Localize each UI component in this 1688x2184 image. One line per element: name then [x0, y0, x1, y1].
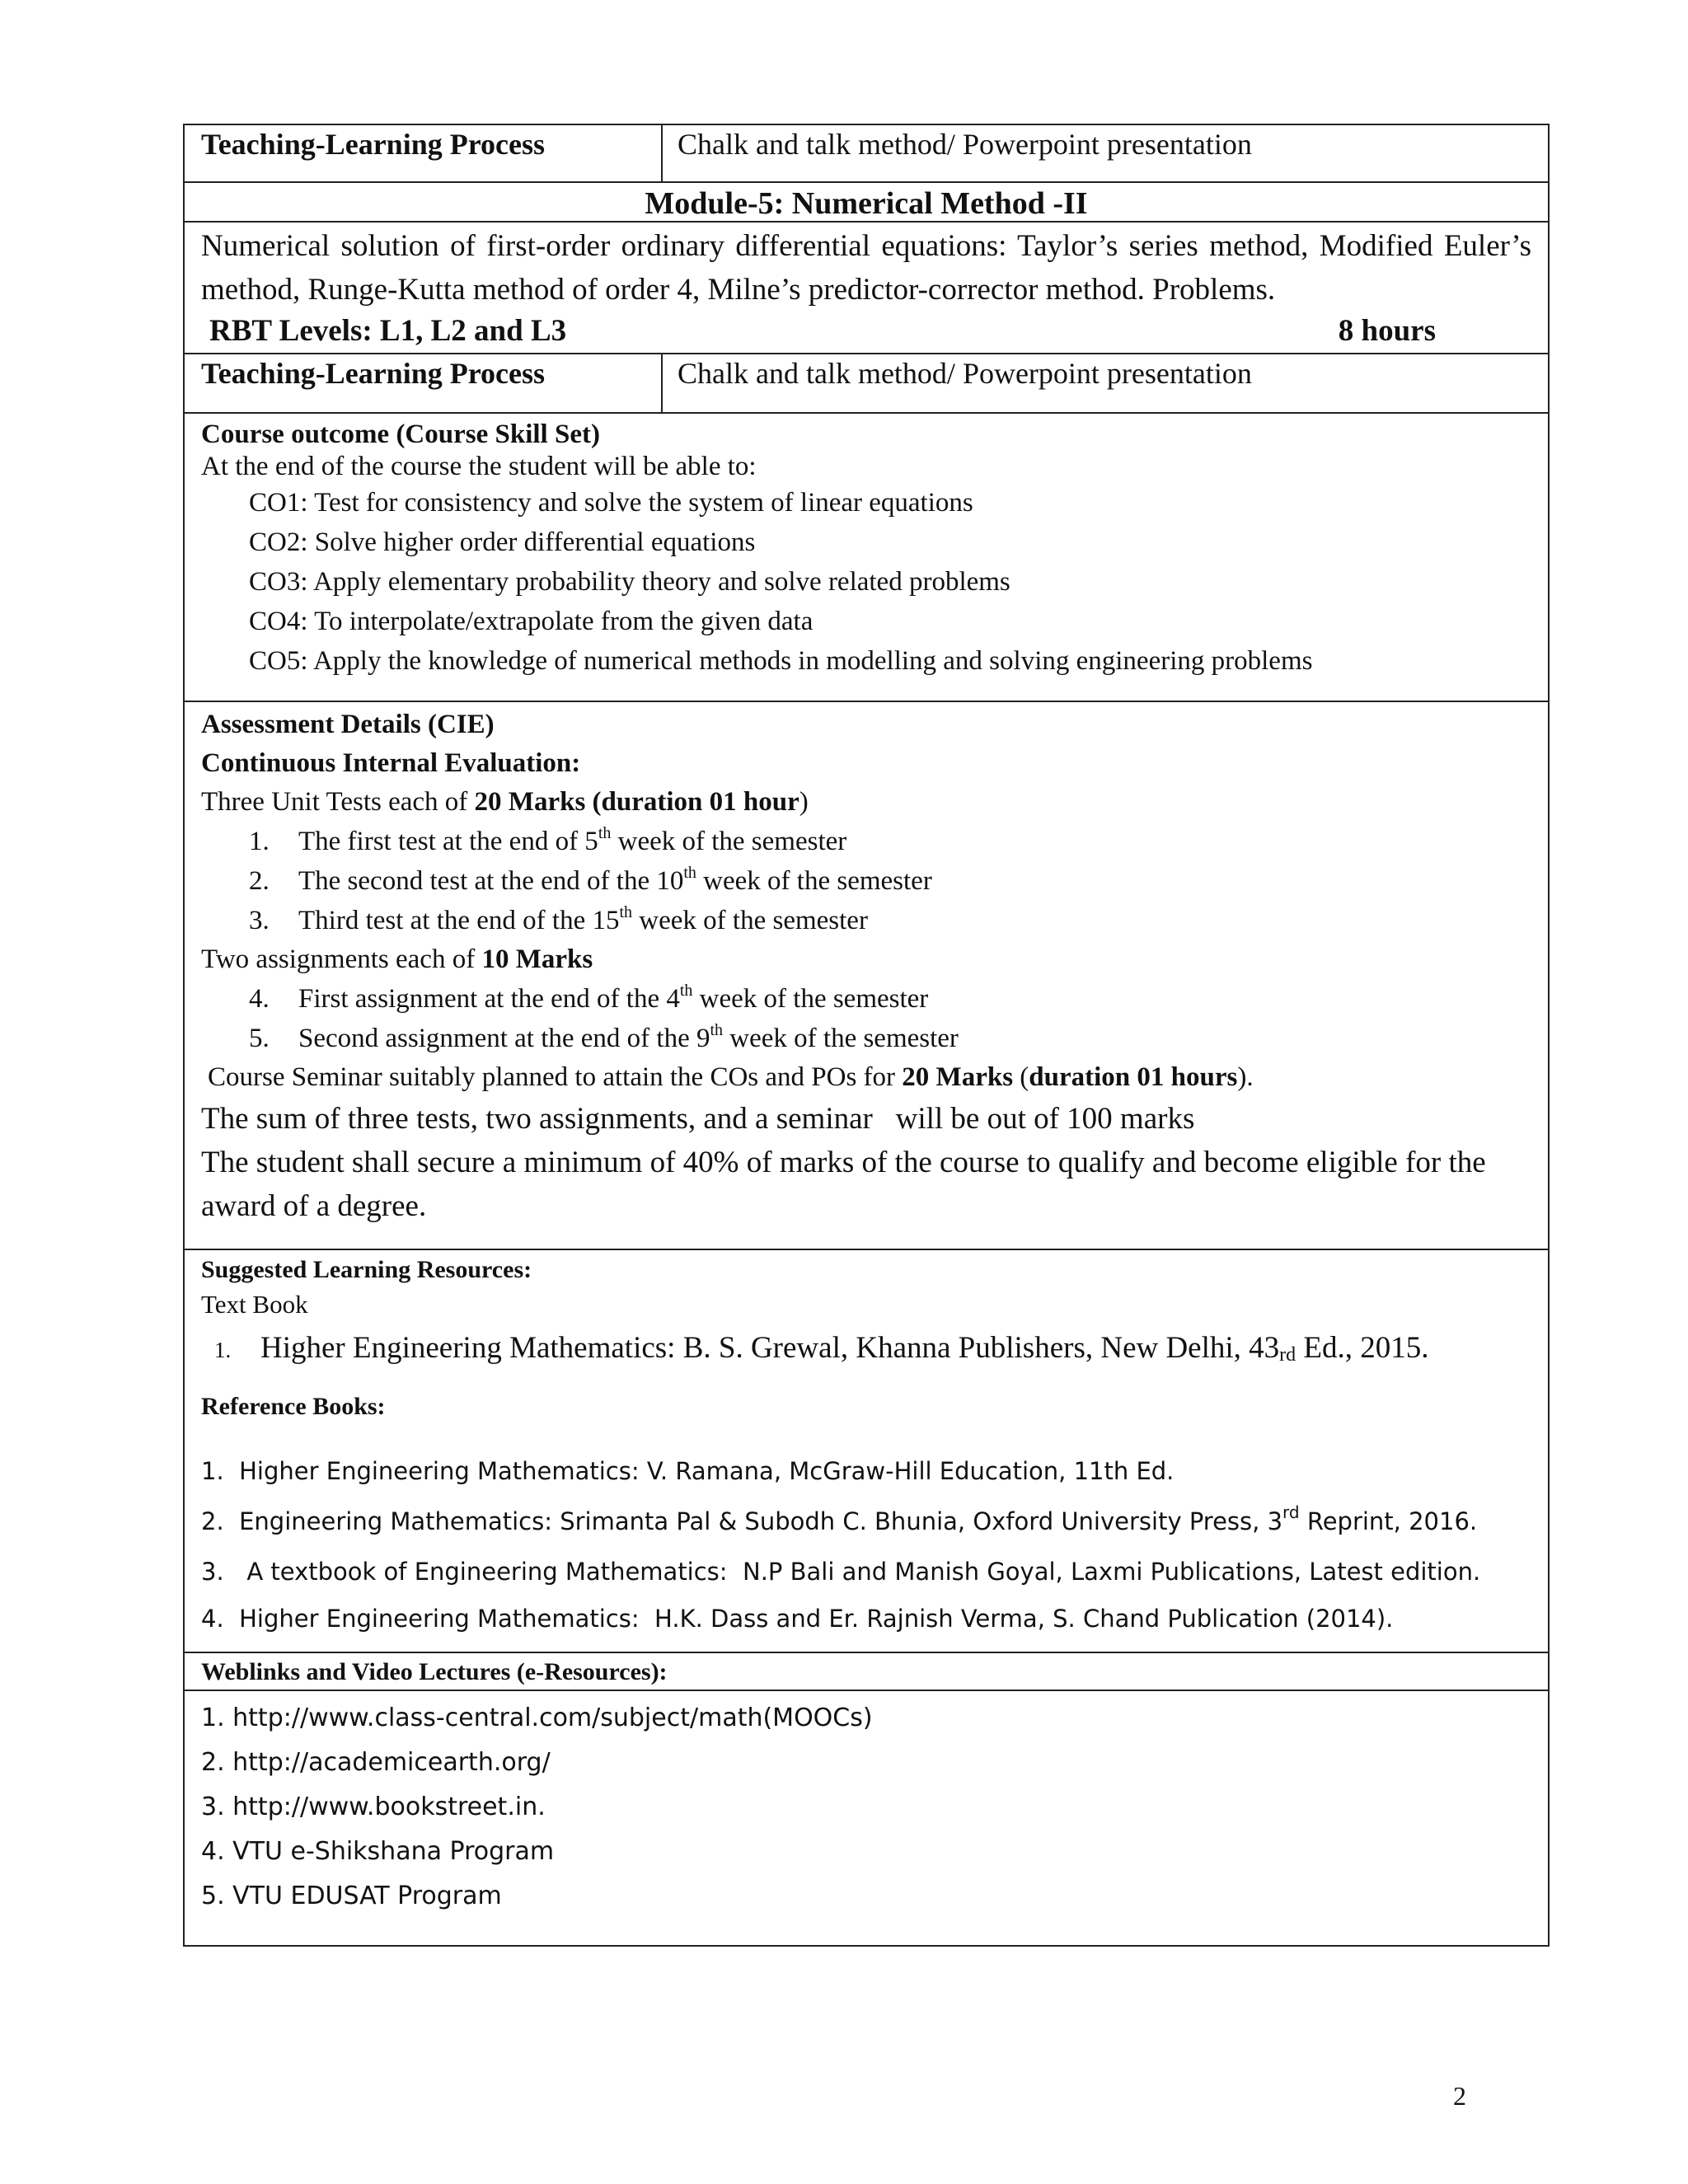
weblinks-section: [183, 1691, 1550, 1947]
module-body: Numerical solution of first-order ordinary differential equations: Taylor’s series method, Modified Euler’s method, Runge-Kutta method of order 4, Milne’s predictor-corrector method. Problems.: [201, 229, 1531, 307]
assessment-section: [183, 702, 1550, 1250]
co-item: CO1: Test for consistency and solve the system of linear equations: [249, 488, 973, 518]
sum-line: The sum of three tests, two assignments, and a seminar will be out of 100 marks: [201, 1102, 1195, 1136]
assignment-item: 5. Second assignment at the end of the 9th week of the semester: [249, 1021, 959, 1053]
co-item: CO5: Apply the knowledge of numerical methods in modelling and solving engineering problems: [249, 646, 1313, 676]
reference-item: 1. Higher Engineering Mathematics: V. Ramana, McGraw-Hill Education, 11th Ed.: [201, 1457, 1175, 1485]
course-outcome-intro: At the end of the course the student will be able to:: [201, 452, 757, 481]
teaching-learning-label: Teaching-Learning Process: [185, 125, 663, 181]
co-item: CO2: Solve higher order differential equations: [249, 527, 756, 557]
co-item: CO3: Apply elementary probability theory and solve related problems: [249, 567, 1010, 597]
weblink-item[interactable]: 1. http://www.class-central.com/subject/math(MOOCs): [201, 1704, 873, 1732]
rbt-levels: RBT Levels: L1, L2 and L3: [209, 314, 567, 348]
weblink-item: 5. VTU EDUSAT Program: [201, 1882, 502, 1910]
module-title: Module-5: Numerical Method -II: [183, 183, 1550, 223]
syllabus-table: [183, 124, 1550, 1947]
teaching-learning-row-2: [183, 354, 1550, 414]
reference-item: 2. Engineering Mathematics: Srimanta Pal & Subodh C. Bhunia, Oxford University Press, 3rd Reprint, 2016.: [201, 1502, 1478, 1535]
weblink-item: 4. VTU e-Shikshana Program: [201, 1837, 555, 1866]
page-number: 2: [1453, 2081, 1466, 2111]
test-item: 3. Third test at the end of the 15th week of the semester: [249, 903, 868, 935]
cie-heading: Continuous Internal Evaluation:: [201, 748, 581, 778]
reference-item: 3. A textbook of Engineering Mathematics: N.P Bali and Manish Goyal, Laxmi Publications, Latest edition.: [201, 1558, 1481, 1586]
course-outcome-heading: Course outcome (Course Skill Set): [201, 419, 600, 449]
module-hours: 8 hours: [1338, 314, 1436, 348]
teaching-learning-value: Chalk and talk method/ Powerpoint presentation: [678, 357, 1252, 390]
weblinks-heading: Weblinks and Video Lectures (e-Resources):: [183, 1653, 1550, 1691]
textbook-item: 1. Higher Engineering Mathematics: B. S. Grewal, Khanna Publishers, New Delhi, $43_{rd}$ Ed., 2015.: [214, 1331, 1429, 1366]
module-content: [183, 223, 1550, 354]
co-item: CO4: To interpolate/extrapolate from the given data: [249, 607, 814, 636]
assessment-heading: Assessment Details (CIE): [201, 710, 495, 739]
teaching-learning-row-1: [183, 124, 1550, 183]
assignment-item: 4. First assignment at the end of the 4th week of the semester: [249, 982, 929, 1014]
minimum-marks-line: The student shall secure a minimum of 40% of marks of the course to qualify and become eligible for the award of a degree.: [201, 1146, 1486, 1223]
course-outcome-section: [183, 414, 1550, 702]
teaching-learning-label: Teaching-Learning Process: [185, 354, 663, 412]
learning-resources-section: [183, 1250, 1550, 1653]
resources-heading: Suggested Learning Resources:: [201, 1256, 532, 1283]
unit-tests-line: Three Unit Tests each of 20 Marks (duration 01 hour): [201, 787, 809, 817]
rbt-levels-row: [185, 312, 1548, 351]
reference-books-heading: Reference Books:: [201, 1393, 386, 1420]
teaching-learning-value: Chalk and talk method/ Powerpoint presentation: [678, 128, 1252, 161]
reference-item: 4. Higher Engineering Mathematics: H.K. Dass and Er. Rajnish Verma, S. Chand Publication (2014).: [201, 1605, 1394, 1633]
assignments-line: Two assignments each of 10 Marks: [201, 944, 593, 974]
weblink-item[interactable]: 3. http://www.bookstreet.in.: [201, 1793, 546, 1821]
seminar-line: Course Seminar suitably planned to attain the COs and POs for 20 Marks (duration 01 hours).: [208, 1062, 1254, 1092]
test-item: 1. The first test at the end of 5th week of the semester: [249, 824, 847, 856]
textbook-label: Text Book: [201, 1290, 308, 1319]
weblink-item[interactable]: 2. http://academicearth.org/: [201, 1748, 551, 1777]
test-item: 2. The second test at the end of the 10th week of the semester: [249, 864, 932, 896]
